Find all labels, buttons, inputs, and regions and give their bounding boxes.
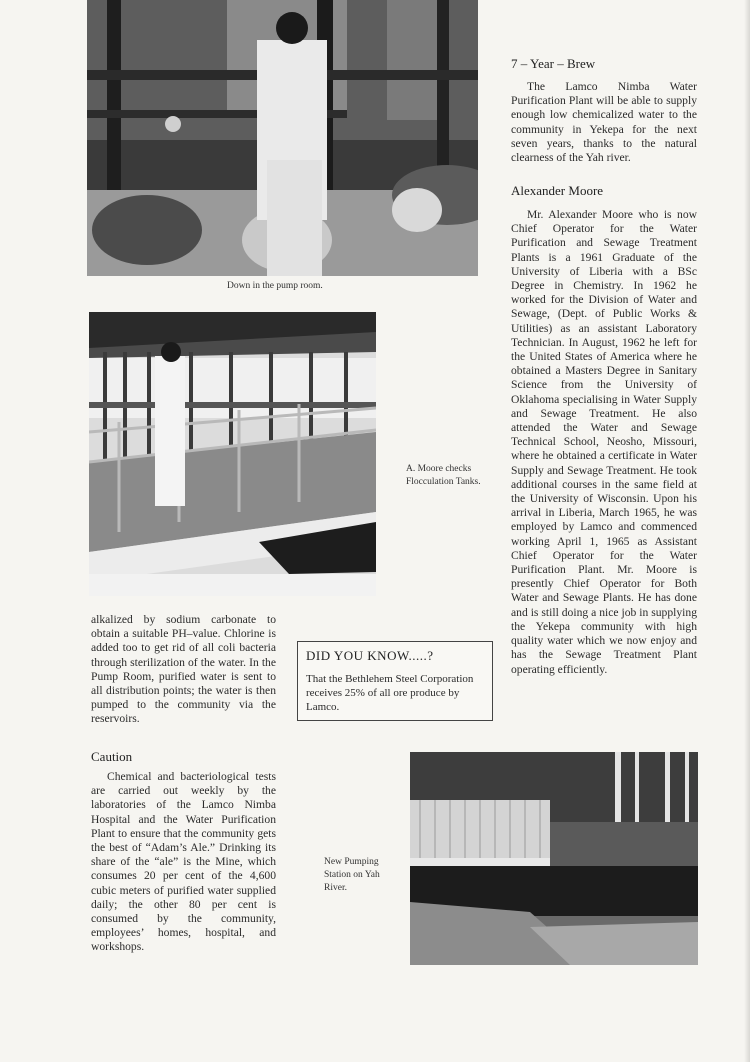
brew-heading: 7 – Year – Brew: [511, 56, 596, 71]
flocculation-tanks-photo: [89, 312, 376, 596]
caution-heading: Caution: [91, 749, 133, 764]
moore-paragraph: Mr. Alexander Moore who is now Chief Operator for the Water Purification and Sewage Treatment Plants is a 1961 Graduate of the University of Liberia with a BSc Degree in Chemistry. In 1962 he worked for the Division of Water and Sewage, (Dept. of Public Works & Utilities) as an assistant Laboratory Technician. In August, 1962 he left for the United States of America where he obtained a Masters Degree in Sanitary Science from the University of Oklahoma specialising in Water Supply and Sewage Treatment. He also attended the Water and Sewage Technical School, Neosho, Missouri, where he obtained a certificate in Water Supply and Sewage Treatment. He took additional courses in the same field at the University of Wisconsin. Upon his arrival in Liberia, March 1965, he was employed by Lamco and commenced working April 1, 1965 as Assistant Chief Operator for the Water Purification Plant. Mr. Moore is presently Chief Operator for Both Water and Sewage Plants. He has done and is still doing a nice job in supplying the Yekepa community with high quality water which we now enjoy and has the Sewage Treatment Plant operating efficiently.: [511, 208, 697, 676]
did-you-know-title: DID YOU KNOW.....?: [306, 648, 434, 663]
pumping-station-caption: New Pumping Station on Yah River.: [324, 857, 380, 893]
did-you-know-box: [297, 641, 493, 721]
flocculation-caption: A. Moore checks Flocculation Tanks.: [406, 464, 481, 487]
did-you-know-text: That the Bethlehem Steel Corporation receives 25% of all ore produce by Lamco.: [306, 673, 474, 713]
caution-paragraph: Chemical and bacteriological tests are carried out weekly by the laboratories of the Lamco Nimba Hospital and the Water Purification Plant to ensure that the community gets the best of “Adam’s Ale.” Drinking its share of the “ale” is the Mine, which consumes 20 per cent of the 4,600 cubic meters of purified water supplied daily; the other 80 per cent is consumed by the community, employees’ homes, hospital, and workshops.: [91, 770, 276, 954]
pumping-station-photo: [410, 752, 698, 965]
moore-heading: Alexander Moore: [511, 183, 604, 198]
pump-room-caption: Down in the pump room.: [227, 281, 323, 291]
brew-paragraph: The Lamco Nimba Water Purification Plant will be able to supply enough low chemicalized water to the community in Yekepa for the next seven years, thanks to the natural clearness of the Yah river.: [511, 80, 697, 165]
pump-room-photo: [87, 0, 478, 276]
alkalized-paragraph: alkalized by sodium carbonate to obtain a suitable PH–value. Chlorine is added too to get rid of all coli bacteria through sterilization of the water. In the Pump Room, purified water is sent to all distribution points; the water is then pumped to the community via the reservoirs.: [91, 613, 276, 726]
page-edge-shadow: [744, 0, 750, 1062]
